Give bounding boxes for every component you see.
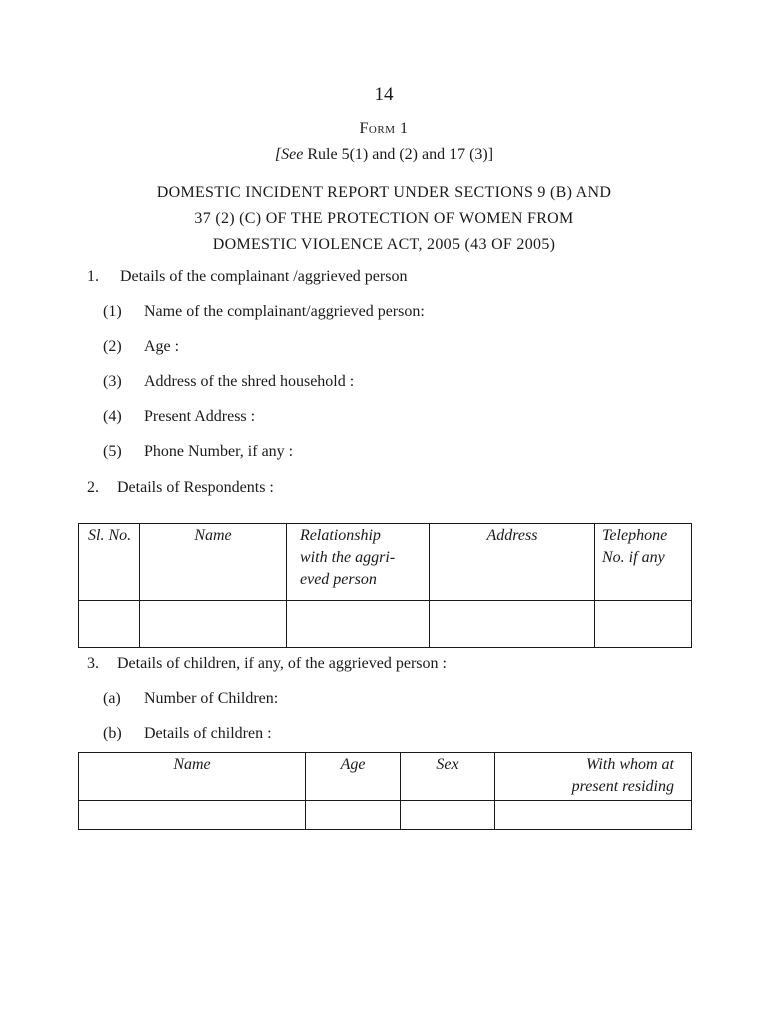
page-number: 14 <box>374 84 394 105</box>
section-1-item <box>103 338 179 356</box>
header-name: Name <box>140 524 287 601</box>
item-label: Phone Number, if any : <box>144 443 294 460</box>
table-row <box>79 801 692 830</box>
section-3-item <box>103 690 278 708</box>
table-cell[interactable] <box>79 801 306 830</box>
section-3-number: 3. <box>87 655 99 672</box>
item-number: (4) <box>103 408 122 425</box>
rule-see-text: [See <box>274 146 304 163</box>
report-title <box>0 180 768 258</box>
header-relationship: Relationship with the aggri- eved person <box>287 524 430 601</box>
children-table <box>78 752 692 830</box>
item-label: Age : <box>144 338 180 355</box>
rule-ref-text: Rule 5(1) and (2) and 17 (3)] <box>303 146 494 163</box>
header-child-sex: Sex <box>401 753 495 801</box>
section-3-label: Details of children, if any, of the aggrieved person : <box>117 655 447 672</box>
table-cell[interactable] <box>401 801 495 830</box>
item-label: Details of children : <box>144 725 272 742</box>
table-cell[interactable] <box>595 601 692 648</box>
section-3-item <box>103 725 272 743</box>
section-1-item <box>103 373 354 391</box>
section-2-heading <box>87 479 274 497</box>
respondents-table <box>78 523 692 648</box>
rule-reference <box>0 146 768 164</box>
header-child-name: Name <box>79 753 306 801</box>
item-label: Present Address : <box>144 408 256 425</box>
section-1-heading <box>87 268 407 286</box>
report-title-line-2: 37 (2) (C) OF THE PROTECTION OF WOMEN FROM <box>194 210 574 227</box>
section-1-item <box>103 408 255 426</box>
item-number: (b) <box>103 725 122 742</box>
item-label: Address of the shred household : <box>144 373 355 390</box>
table-cell[interactable] <box>306 801 401 830</box>
header-child-age: Age <box>306 753 401 801</box>
item-number: (5) <box>103 443 122 460</box>
item-number: (a) <box>103 690 121 707</box>
section-2-label: Details of Respondents : <box>117 479 274 496</box>
section-3-heading <box>87 655 447 673</box>
table-header-row <box>79 524 692 601</box>
form-title: Form 1 <box>359 120 409 137</box>
section-1-label: Details of the complainant /aggrieved person <box>120 268 408 285</box>
table-header-row <box>79 753 692 801</box>
item-label: Name of the complainant/aggrieved person: <box>144 303 425 320</box>
item-number: (2) <box>103 338 122 355</box>
section-1-item <box>103 303 425 321</box>
table-cell[interactable] <box>430 601 595 648</box>
section-1-item <box>103 443 293 461</box>
section-1-number: 1. <box>87 268 99 285</box>
item-number: (3) <box>103 373 122 390</box>
table-cell[interactable] <box>140 601 287 648</box>
table-cell[interactable] <box>287 601 430 648</box>
header-telephone: Telephone No. if any <box>595 524 692 601</box>
item-label: Number of Children: <box>144 690 279 707</box>
report-title-line-3: DOMESTIC VIOLENCE ACT, 2005 (43 OF 2005) <box>212 236 556 253</box>
item-number: (1) <box>103 303 122 320</box>
section-2-number: 2. <box>87 479 99 496</box>
table-cell[interactable] <box>79 601 140 648</box>
table-cell[interactable] <box>495 801 692 830</box>
header-residing-with: With whom at present residing <box>495 753 692 801</box>
table-row <box>79 601 692 648</box>
header-sl-no: Sl. No. <box>79 524 140 601</box>
report-title-line-1: DOMESTIC INCIDENT REPORT UNDER SECTIONS 9 (B) AND <box>156 184 612 201</box>
header-address: Address <box>430 524 595 601</box>
